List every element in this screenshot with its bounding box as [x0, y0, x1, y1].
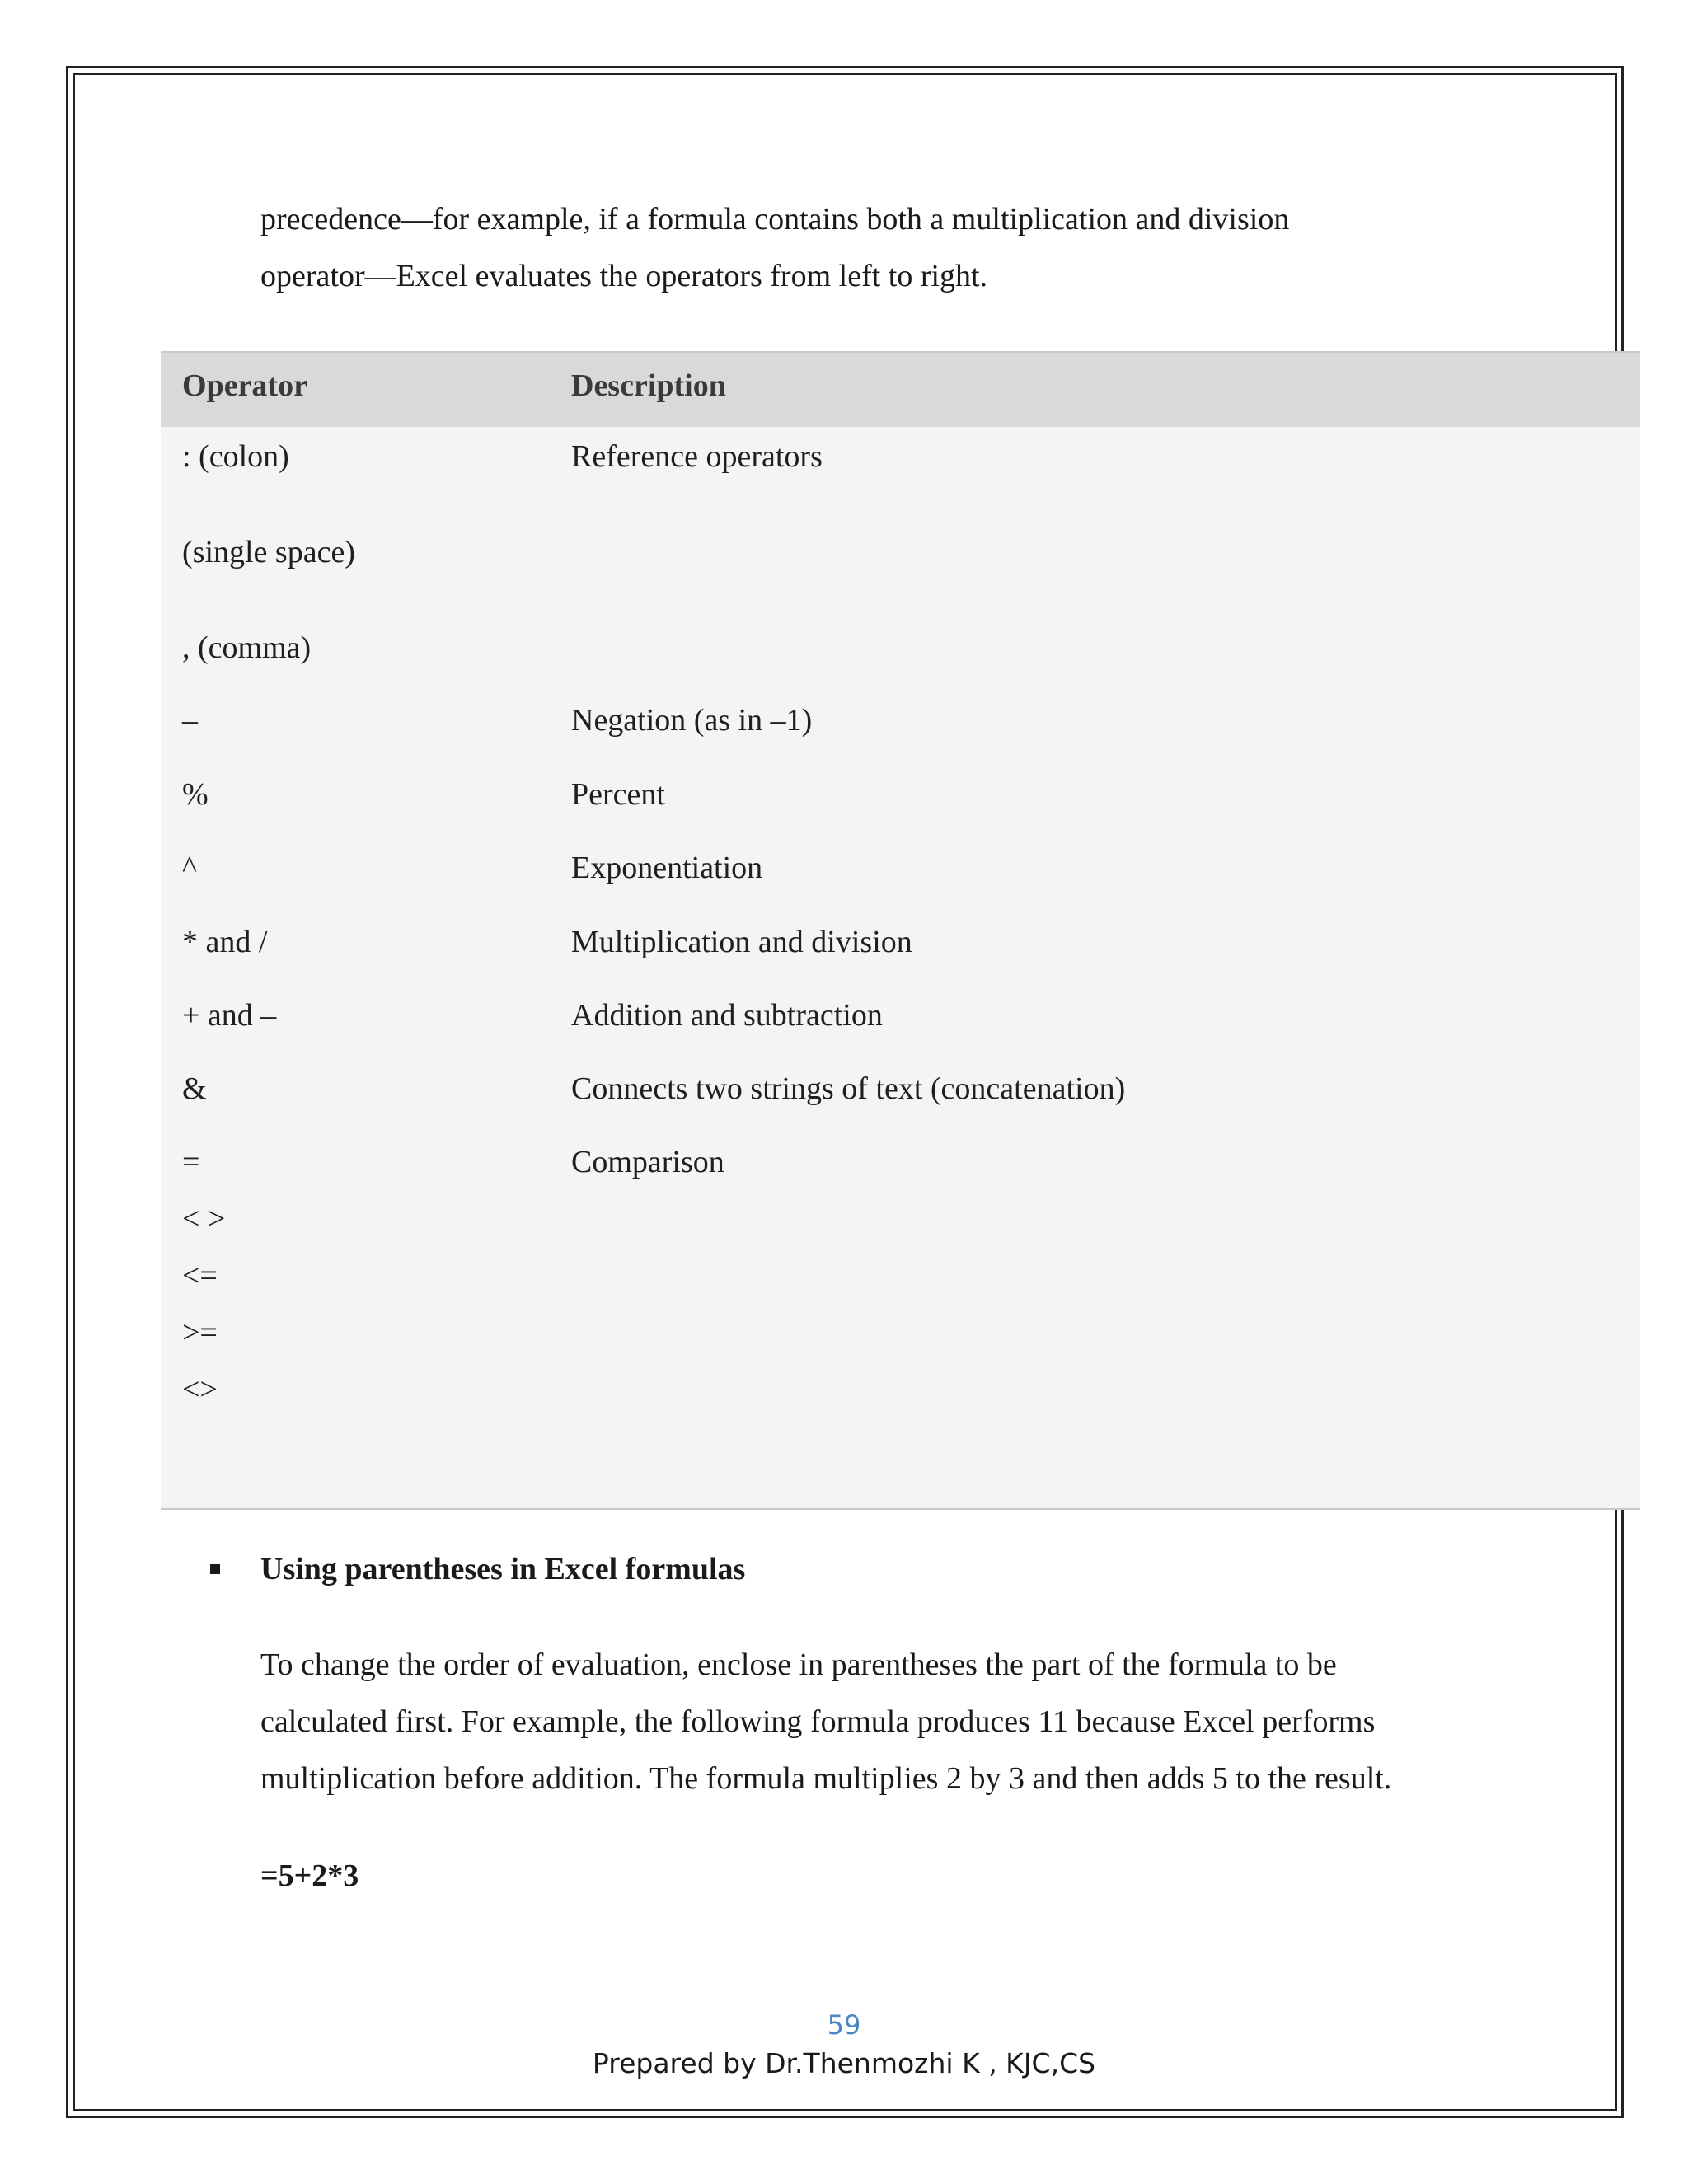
table-cell-description: Comparison: [571, 1145, 724, 1179]
operator-precedence-table: [161, 351, 1640, 1510]
table-cell-operator: %: [182, 777, 209, 812]
table-cell-operator: (single space): [182, 535, 355, 569]
intro-line-1: precedence—for example, if a formula contains both a multiplication and division: [260, 202, 1290, 237]
table-cell-operator: <>: [182, 1372, 218, 1407]
footer-prepared-by: Prepared by Dr.Thenmozhi K , KJC,CS: [592, 2047, 1096, 2079]
table-cell-operator: , (comma): [182, 630, 312, 665]
intro-paragraph: [260, 191, 1579, 305]
table-cell-operator: >=: [182, 1315, 218, 1350]
table-cell-description: Negation (as in –1): [571, 703, 813, 738]
table-cell-description: Connects two strings of text (concatenation): [571, 1071, 1126, 1106]
table-cell-operator: : (colon): [182, 439, 289, 474]
table-cell-description: Reference operators: [571, 439, 823, 474]
table-header-row: [161, 353, 1640, 427]
example-formula: =5+2*3: [260, 1858, 359, 1893]
table-cell-operator: ^: [182, 851, 197, 885]
parentheses-paragraph: [260, 1637, 1620, 1807]
table-cell-operator: < >: [182, 1202, 226, 1236]
square-bullet-icon: [210, 1564, 220, 1574]
table-cell-description: Multiplication and division: [571, 925, 912, 959]
paragraph-line-3: multiplication before addition. The formula multiplies 2 by 3 and then adds 5 to the result.: [260, 1761, 1392, 1796]
paragraph-line-2: calculated first. For example, the following formula produces 11 because Excel performs: [260, 1704, 1376, 1739]
header-description: Description: [571, 368, 726, 403]
header-operator: Operator: [182, 368, 307, 403]
table-cell-operator: * and /: [182, 925, 268, 959]
table-cell-operator: –: [182, 703, 198, 738]
section-title: Using parentheses in Excel formulas: [260, 1552, 746, 1586]
table-cell-description: Exponentiation: [571, 851, 763, 885]
table-cell-description: Addition and subtraction: [571, 998, 883, 1033]
intro-line-2: operator—Excel evaluates the operators from left to right.: [260, 259, 988, 293]
paragraph-line-1: To change the order of evaluation, enclose in parentheses the part of the formula to be: [260, 1647, 1337, 1682]
table-cell-description: Percent: [571, 777, 665, 812]
table-cell-operator: + and –: [182, 998, 277, 1033]
table-cell-operator: =: [182, 1145, 200, 1179]
page-number: 59: [827, 2009, 861, 2041]
table-cell-operator: &: [182, 1071, 207, 1106]
table-cell-operator: <=: [182, 1258, 218, 1293]
